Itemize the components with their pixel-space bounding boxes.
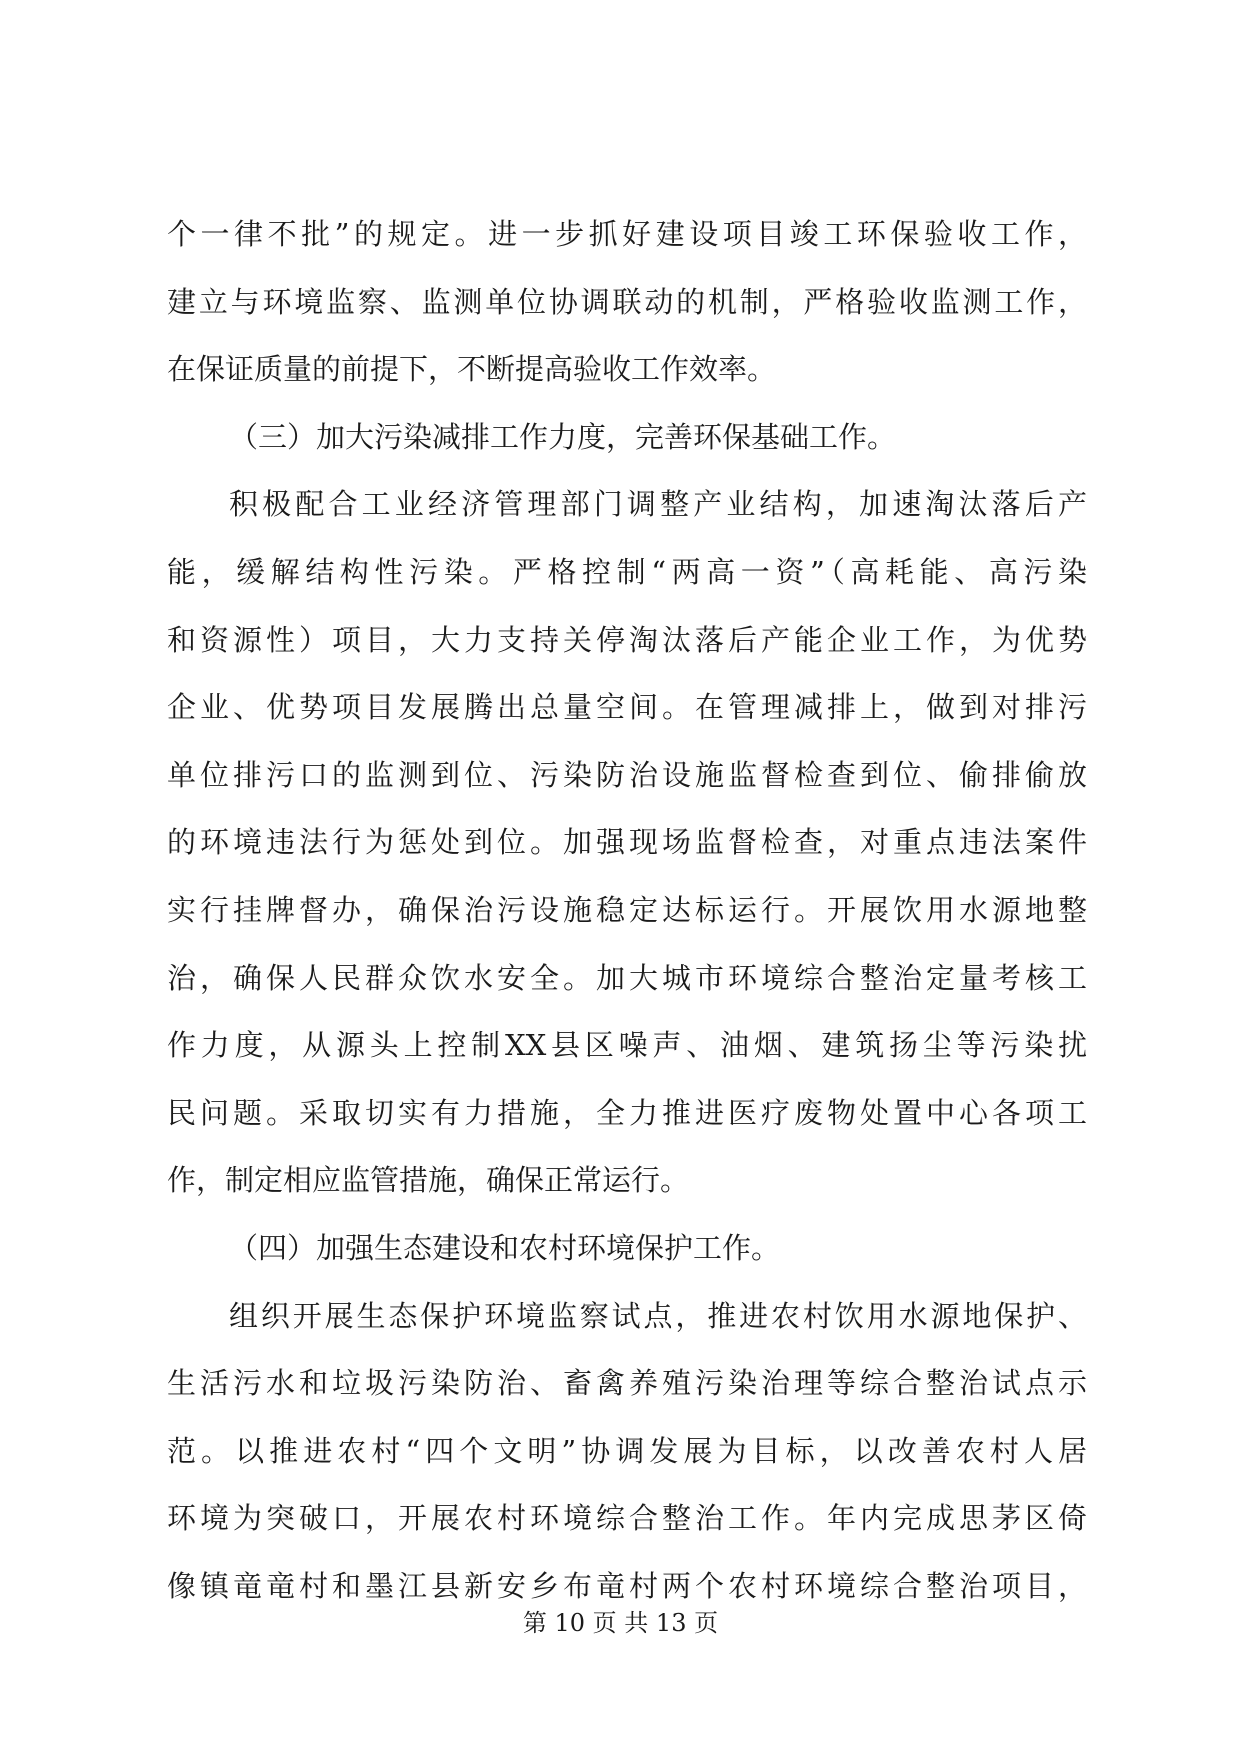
document-body — [167, 208, 1087, 1627]
text-line-5: 积极配合工业经济管理部门调整产业结构，加速淘汰落后产 — [229, 487, 1087, 522]
page-number-footer: 第 10 页 共 13 页 — [522, 1609, 719, 1637]
text-line-7: 和资源性）项目，大力支持关停淘汰落后产能企业工作，为优势 — [167, 622, 1087, 657]
text-line-13: 作力度，从源头上控制XX县区噪声、油烟、建筑扬尘等污染扰 — [167, 1028, 1087, 1063]
text-line-14: 民问题。采取切实有力措施，全力推进医疗废物处置中心各项工 — [167, 1095, 1087, 1130]
text-line-19: 范。以推进农村“四个文明”协调发展为目标，以改善农村人居 — [167, 1433, 1087, 1468]
text-line-8: 企业、优势项目发展腾出总量空间。在管理减排上，做到对排污 — [167, 690, 1087, 725]
text-line-18: 生活污水和垃圾污染防治、畜禽养殖污染治理等综合整治试点示 — [167, 1366, 1087, 1401]
text-line-1: 个一律不批”的规定。进一步抓好建设项目竣工环保验收工作， — [167, 217, 1087, 251]
text-line-17: 组织开展生态保护环境监察试点，推进农村饮用水源地保护、 — [229, 1298, 1087, 1333]
text-line-11: 实行挂牌督办，确保治污设施稳定达标运行。开展饮用水源地整 — [167, 892, 1087, 927]
text-line-9: 单位排污口的监测到位、污染防治设施监督检查到位、偷排偷放 — [167, 757, 1087, 792]
text-line-3: 在保证质量的前提下，不断提高验收工作效率。 — [167, 352, 777, 387]
text-line-20: 环境为突破口，开展农村环境综合整治工作。年内完成思茅区倚 — [167, 1501, 1087, 1536]
section-heading-3: （三）加大污染减排工作力度，完善环保基础工作。 — [229, 419, 897, 454]
section-heading-4: （四）加强生态建设和农村环境保护工作。 — [229, 1230, 781, 1265]
text-line-15: 作，制定相应监管措施，确保正常运行。 — [167, 1163, 690, 1198]
text-line-12: 治，确保人民群众饮水安全。加大城市环境综合整治定量考核工 — [167, 960, 1087, 995]
text-line-2: 建立与环境监察、监测单位协调联动的机制，严格验收监测工作， — [167, 284, 1087, 319]
text-line-10: 的环境违法行为惩处到位。加强现场监督检查，对重点违法案件 — [167, 825, 1087, 860]
text-line-21: 像镇竜竜村和墨江县新安乡布竜村两个农村环境综合整治项目， — [167, 1568, 1087, 1603]
text-line-6: 能，缓解结构性污染。严格控制“两高一资”（高耗能、高污染 — [167, 554, 1087, 589]
